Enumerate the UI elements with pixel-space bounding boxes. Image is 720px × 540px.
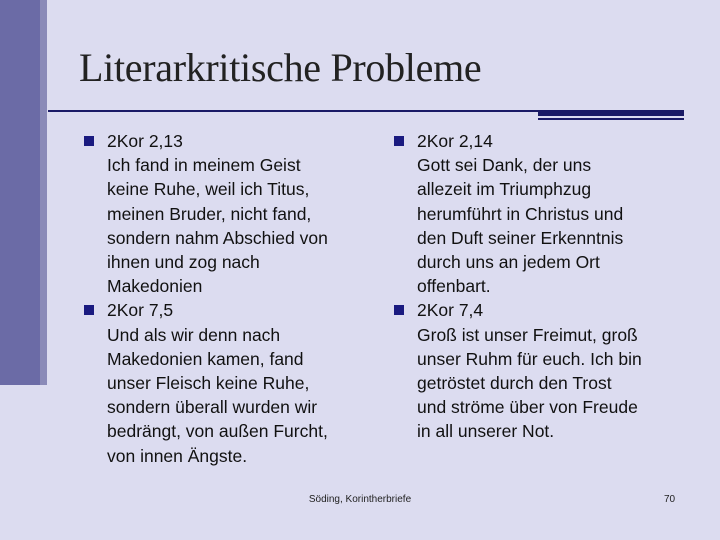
square-bullet-icon: [84, 305, 94, 315]
bullet-text-line: meinen Bruder, nicht fand,: [107, 203, 312, 224]
footer-text: Söding, Korintherbriefe: [308, 494, 412, 505]
bullet-text-line: sondern überall wurden wir: [107, 397, 318, 418]
bullet-text-line: unser Fleisch keine Ruhe,: [107, 373, 310, 394]
title-underline-accent: [538, 110, 684, 116]
square-bullet-icon: [394, 136, 404, 146]
bullet-text-line: getröstet durch den Trost: [417, 373, 612, 394]
bullet-text-line: Gott sei Dank, der uns: [417, 155, 592, 176]
bullet-text-line: durch uns an jedem Ort: [417, 252, 600, 273]
bullet-text-line: Ich fand in meinem Geist: [107, 155, 301, 176]
bullet-text-line: sondern nahm Abschied von: [107, 227, 328, 248]
bullet-text-line: Groß ist unser Freimut, groß: [417, 324, 638, 345]
slide-title: Literarkritische Probleme: [79, 45, 482, 90]
bullet-2kor-7-5: [84, 298, 374, 467]
left-column: [84, 129, 374, 468]
bullet-text-line: ihnen und zog nach: [107, 252, 260, 273]
bullet-text-line: offenbart.: [417, 276, 491, 297]
bullet-heading: 2Kor 7,5: [107, 300, 174, 321]
square-bullet-icon: [394, 305, 404, 315]
bullet-text-line: allezeit im Triumphzug: [417, 179, 592, 200]
bullet-text-line: keine Ruhe, weil ich Titus,: [107, 179, 310, 200]
bullet-heading: 2Kor 7,4: [417, 300, 484, 321]
bullet-text-line: Makedonien kamen, fand: [107, 348, 304, 369]
bullet-heading: 2Kor 2,14: [417, 131, 493, 151]
bullet-text-line: den Duft seiner Erkenntnis: [417, 227, 624, 248]
bullet-2kor-2-13: [84, 129, 374, 298]
bullet-text-line: herumführt in Christus und: [417, 203, 624, 224]
bullet-text-line: und ströme über von Freude: [417, 397, 638, 418]
bullet-text-line: Makedonien: [107, 276, 203, 297]
bullet-2kor-7-4: [394, 298, 694, 443]
square-bullet-icon: [84, 136, 94, 146]
bullet-text-line: Und als wir denn nach: [107, 324, 281, 345]
bullet-heading: 2Kor 2,13: [107, 131, 183, 151]
bullet-text-line: in all unserer Not.: [417, 421, 555, 442]
bullet-text-line: von innen Ängste.: [107, 445, 248, 466]
bullet-2kor-2-14: [394, 129, 694, 298]
left-bar-shadow: [40, 0, 47, 385]
right-column: [394, 129, 694, 444]
page-number: 70: [664, 494, 676, 505]
title-underline-accent-thin: [538, 118, 684, 120]
bullet-text-line: unser Ruhm für euch. Ich bin: [417, 348, 642, 369]
bullet-text-line: bedrängt, von außen Furcht,: [107, 421, 328, 442]
